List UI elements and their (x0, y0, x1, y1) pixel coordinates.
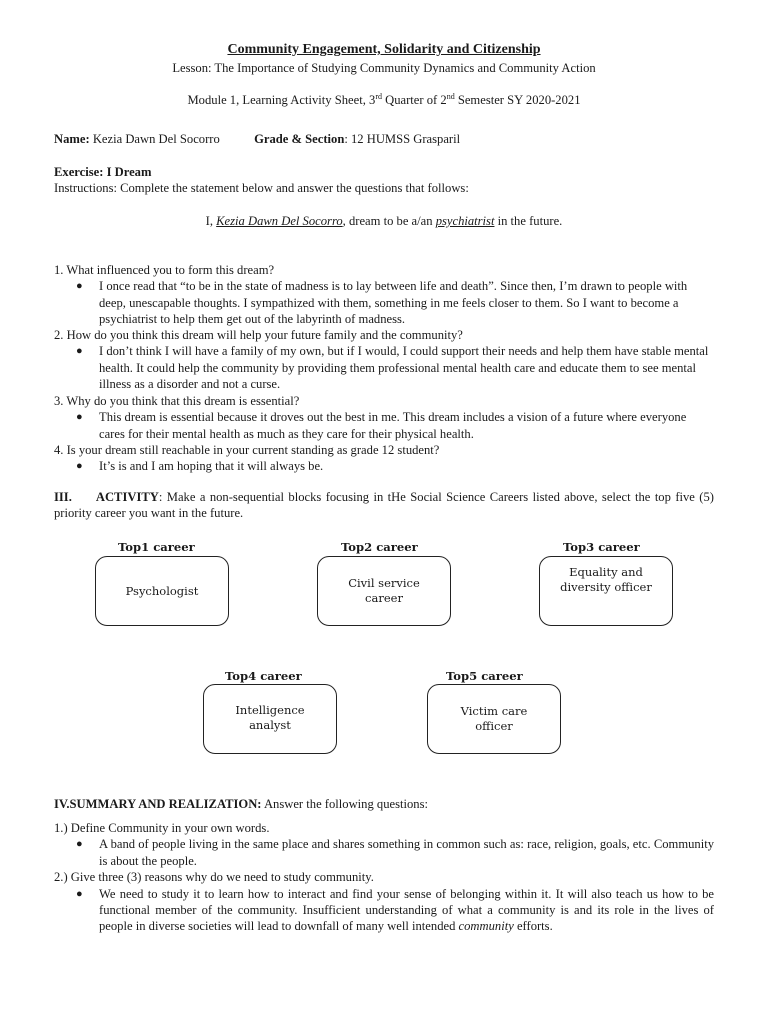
career-label-5: Top5 career (446, 669, 523, 683)
exercise-title: Exercise: I Dream (54, 165, 152, 179)
summary-answer-2-italic: community (458, 919, 514, 934)
grade-value: : 12 HUMSS Grasparil (344, 132, 461, 146)
bullet-icon: ● (76, 887, 83, 900)
lesson-line: Lesson: The Importance of Studying Community Dynamics and Community Action (172, 61, 596, 75)
summary-question-1: 1.) Define Community in your own words. (54, 821, 270, 835)
activity-section (54, 489, 714, 522)
dream-career: psychiatrist (435, 214, 495, 228)
bullet-icon: ● (76, 838, 83, 851)
career-label-4: Top4 career (225, 669, 302, 683)
answer-4-text: It’s is and I am hoping that it will always be. (99, 459, 324, 474)
name-value: Kezia Dawn Del Socorro (89, 132, 220, 146)
summary-answer-2 (54, 886, 714, 935)
career-label-3: Top3 career (563, 540, 640, 554)
activity-text: : Make a non-sequential blocks focusing in tHe Social Science Careers listed above, select the top five (5) priority career you want in the future. (54, 490, 714, 521)
question-4: 4. Is your dream still reachable in your current standing as grade 12 student? (54, 443, 440, 457)
question-2: 2. How do you think this dream will help your future family and the community? (54, 328, 463, 342)
activity-heading-word: ACTIVITY (95, 490, 159, 504)
career-label-2: Top2 career (341, 540, 418, 554)
grade-label: Grade & Section (254, 132, 345, 146)
answer-2 (54, 343, 714, 392)
career-box-4 (203, 684, 337, 754)
bullet-icon: ● (76, 411, 83, 424)
module-sup-rd: rd (375, 92, 382, 101)
dream-prefix: I, (205, 214, 217, 228)
answer-1-text: I once read that “to be in the state of madness is to lay between life and death”. Since then, I’m drawn to people with deep, unescapable thoughts. I sympathized with them, something in me feels closer to them. So I want to become a psychiatrist to help them get out of the labyrinth of madness. (99, 279, 688, 327)
career-box-1 (95, 556, 229, 626)
answer-3 (54, 409, 714, 442)
student-info (54, 131, 734, 147)
question-block-4 (54, 442, 714, 475)
bullet-icon: ● (76, 345, 83, 358)
question-block-2 (54, 327, 714, 393)
career-label-1: Top1 career (118, 540, 195, 554)
answer-1 (54, 278, 714, 327)
dream-mid: , dream to be a/an (342, 214, 436, 228)
module-suffix: Semester SY 2020-2021 (454, 93, 581, 107)
summary-intro: Answer the following questions: (261, 797, 429, 811)
answer-2-text: I don’t think I will have a family of my own, but if I would, I could support their needs and help them have stable mental health. It could help the community by providing them professional mental health care and educate them to see mental illness as a disorder and not a curse. (99, 344, 709, 392)
career-value-5: Victim care officer (460, 704, 528, 733)
bullet-icon: ● (76, 460, 83, 473)
module-prefix: Module 1, Learning Activity Sheet, 3 (187, 93, 376, 107)
document-title: Community Engagement, Solidarity and Citizenship (227, 42, 541, 57)
career-box-3 (539, 556, 673, 626)
career-value-4: Intelligence analyst (235, 703, 305, 732)
summary-answer-2-text: We need to study it to learn how to interact and find your sense of belonging within it. It will also teach us how to be functional member of the community. Insufficient understanding of what a community is and its role in the lives of people in diverse societies will lead to downfall of many well intended (99, 886, 714, 934)
summary-answer-2-end: efforts. (513, 919, 553, 934)
dream-name: Kezia Dawn Del Socorro (216, 214, 343, 228)
summary-answer-1 (54, 836, 714, 869)
summary-heading: IV.SUMMARY AND REALIZATION: (54, 797, 262, 811)
question-block-1 (54, 262, 714, 328)
career-box-2 (317, 556, 451, 626)
module-sup-nd: nd (446, 92, 455, 101)
module-line (0, 92, 768, 108)
activity-heading-num: III. (54, 490, 72, 504)
answer-4 (54, 458, 714, 474)
career-value-2: Civil service career (348, 576, 420, 605)
exercise-instructions: Instructions: Complete the statement below and answer the questions that follows: (54, 181, 469, 195)
career-box-5 (427, 684, 561, 754)
career-value-3: Equality and diversity officer (560, 565, 652, 594)
question-3: 3. Why do you think that this dream is essential? (54, 394, 300, 408)
question-block-3 (54, 393, 714, 442)
question-1: 1. What influenced you to form this dream? (54, 263, 275, 277)
summary-question-2: 2.) Give three (3) reasons why do we need to study community. (54, 870, 374, 885)
bullet-icon: ● (76, 280, 83, 293)
summary-heading-line (54, 796, 714, 812)
module-mid: Quarter of 2 (381, 93, 447, 107)
summary-answer-1-text: A band of people living in the same place and shares something in common such as: race, religion, goals, etc. Community is about the people. (99, 837, 714, 868)
summary-list (54, 820, 714, 935)
name-label: Name: (54, 132, 90, 146)
dream-statement (0, 213, 768, 229)
dream-suffix: in the future. (494, 214, 563, 228)
answer-3-text: This dream is essential because it droves out the best in me. This dream includes a vision of a future where everyone cares for their mental health as much as they care for their physical health. (99, 410, 687, 441)
career-value-1: Psychologist (125, 583, 199, 598)
